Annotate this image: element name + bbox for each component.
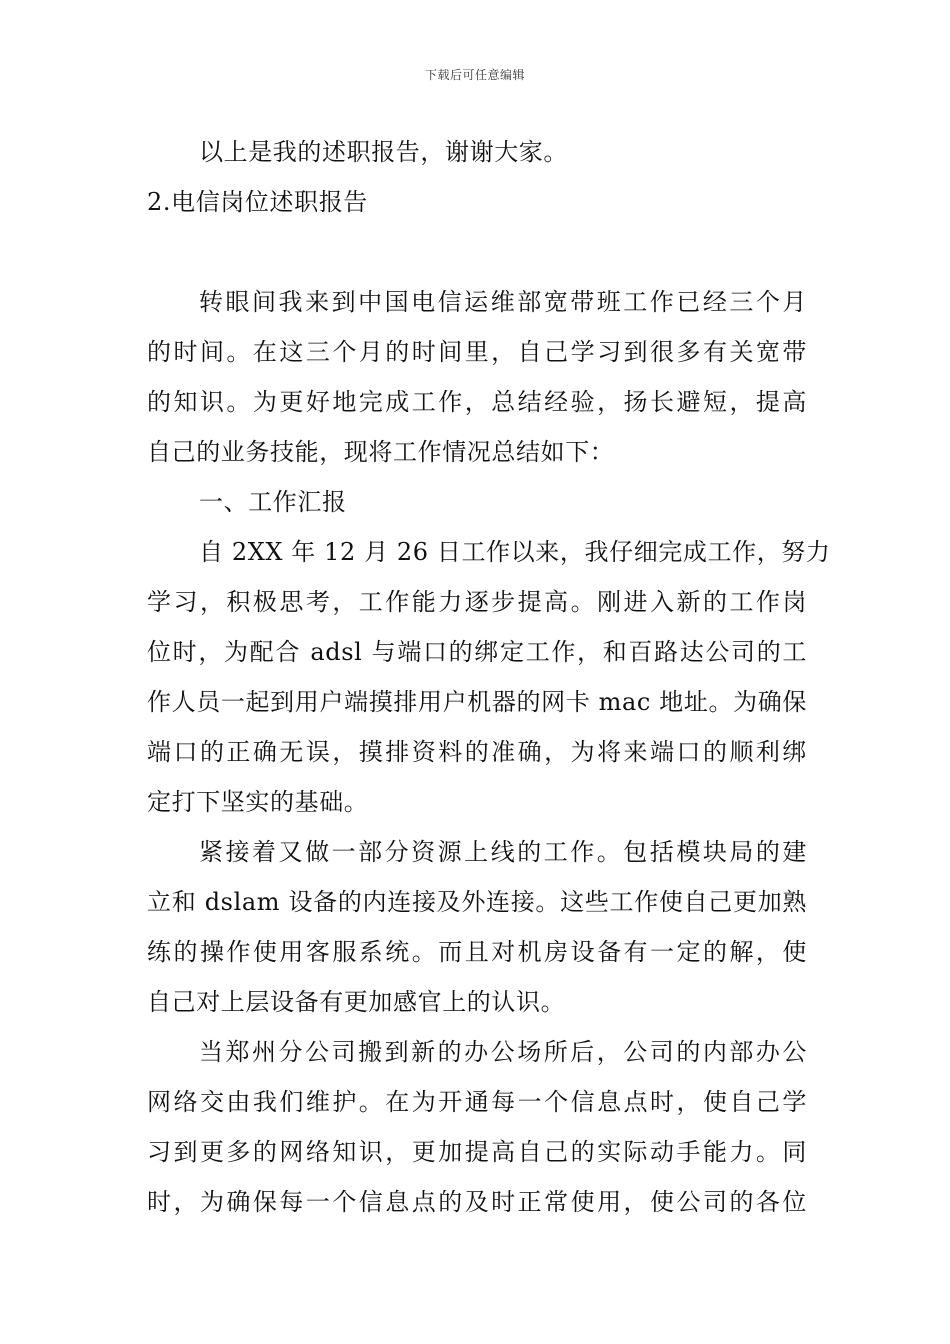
paragraph-line: 位时，为配合 adsl 与端口的绑定工作，和百路达公司的工 [147,638,807,666]
paragraph-line: 学习，积极思考，工作能力逐步提高。刚进入新的工作岗 [147,588,807,616]
paragraph-line: 习到更多的网络知识，更加提高自己的实际动手能力。同 [147,1138,807,1166]
section-title: 2.电信岗位述职报告 [147,188,368,216]
paragraph-line: 端口的正确无误，摸排资料的准确，为将来端口的顺利绑 [147,738,807,766]
paragraph-line: 定打下坚实的基础。 [147,788,369,816]
paragraph-line: 自 2XX 年 12 月 26 日工作以来，我仔细完成工作，努力 [199,538,831,566]
page-header-note: 下载后可任意编辑 [424,68,525,82]
paragraph-line: 作人员一起到用户端摸排用户机器的网卡 mac 地址。为确保 [147,688,807,716]
paragraph-line: 的时间。在这三个月的时间里，自己学习到很多有关宽带 [147,338,807,366]
paragraph-line: 时，为确保每一个信息点的及时正常使用，使公司的各位 [147,1188,807,1216]
blank-line [147,227,807,277]
document-body [147,127,831,1227]
paragraph-line: 当郑州分公司搬到新的办公场所后，公司的内部办公 [199,1038,807,1066]
paragraph-line: 立和 dslam 设备的内连接及外连接。这些工作使自己更加熟 [147,888,807,916]
paragraph-line: 网络交由我们维护。在为开通每一个信息点时，使自己学 [147,1088,807,1116]
paragraph-line: 练的操作使用客服系统。而且对机房设备有一定的解，使 [147,938,807,966]
closing-sentence: 以上是我的述职报告，谢谢大家。 [199,138,568,166]
subsection-heading: 一、工作汇报 [199,488,347,516]
paragraph-line: 自己的业务技能，现将工作情况总结如下： [147,438,615,466]
paragraph-line: 的知识。为更好地完成工作，总结经验，扬长避短，提高 [147,388,807,416]
paragraph-line: 紧接着又做一部分资源上线的工作。包括模块局的建 [199,838,807,866]
paragraph-line: 转眼间我来到中国电信运维部宽带班工作已经三个月 [199,288,807,316]
paragraph-line: 自己对上层设备有更加感官上的认识。 [147,988,566,1016]
